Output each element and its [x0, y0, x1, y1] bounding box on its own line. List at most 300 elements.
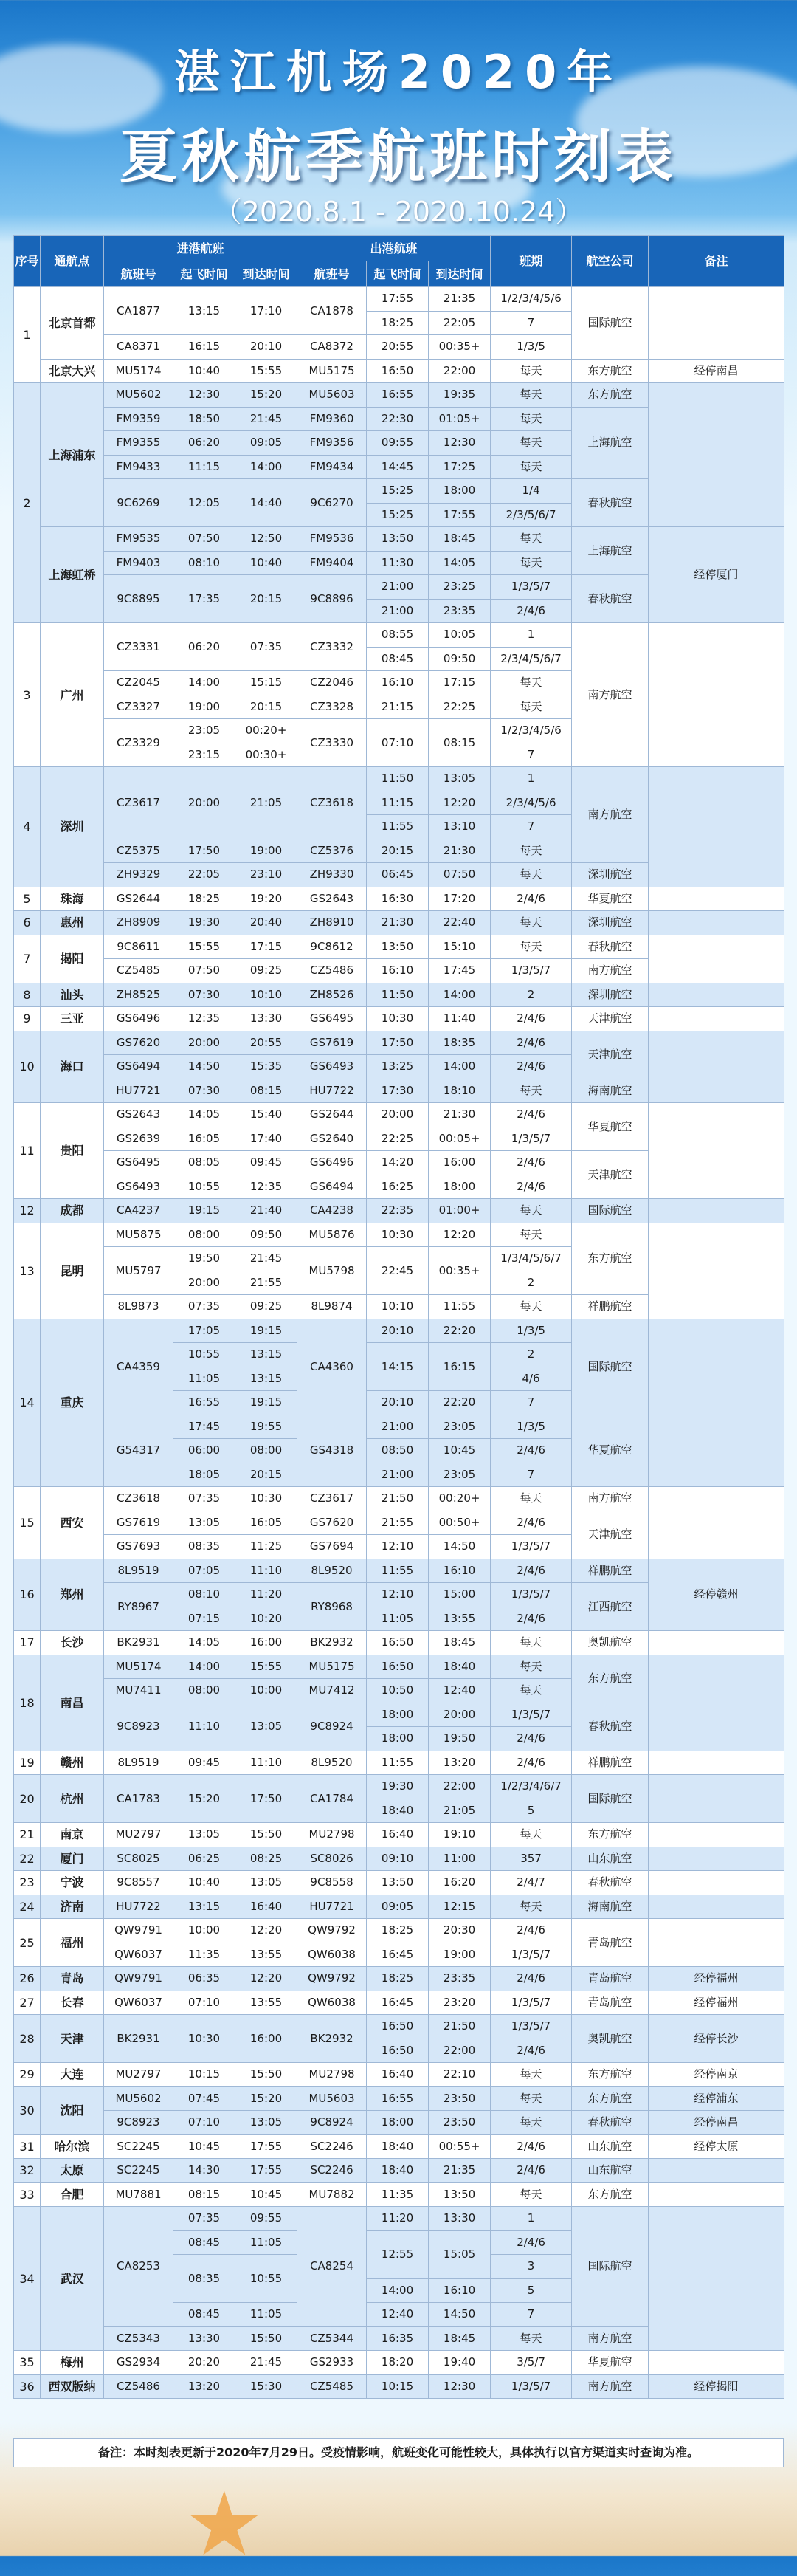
cell-dep-dep-time: 16:50 [367, 1655, 429, 1679]
cell-dep-arr-time: 22:25 [429, 695, 491, 719]
cell-arr-arr-time: 14:00 [235, 455, 297, 479]
cell-dep-arr-time: 00:35+ [429, 335, 491, 360]
cell-arr-dep-time: 08:00 [173, 1223, 235, 1247]
cell-dep-dep-time: 10:15 [367, 2374, 429, 2399]
cell-arr-flight-no: G54317 [104, 1415, 173, 1487]
cell-remarks [649, 1847, 784, 1871]
cell-dep-flight-no: CZ3617 [297, 1487, 367, 1511]
cell-remarks [649, 623, 784, 767]
cell-dep-arr-time: 18:10 [429, 1079, 491, 1103]
table-row [14, 1631, 784, 1655]
cell-destination: 上海浦东 [41, 383, 104, 527]
cell-arr-arr-time: 10:00 [235, 1679, 297, 1703]
cell-arr-flight-no: FM9433 [104, 455, 173, 479]
table-row [14, 1751, 784, 1775]
cell-dep-dep-time: 15:25 [367, 503, 429, 527]
cell-schedule-days: 每天 [491, 455, 572, 479]
cell-dep-dep-time: 14:15 [367, 1343, 429, 1391]
cell-arr-arr-time: 15:20 [235, 383, 297, 408]
cell-airline: 江西航空 [572, 1583, 649, 1631]
cell-arr-flight-no: HU7721 [104, 1079, 173, 1103]
cell-dep-dep-time: 13:50 [367, 935, 429, 959]
cell-schedule-days: 每天 [491, 2326, 572, 2351]
cell-destination: 西双版纳 [41, 2374, 104, 2399]
cell-dep-dep-time: 16:35 [367, 2326, 429, 2351]
table-row [14, 2351, 784, 2375]
cell-destination: 三亚 [41, 1007, 104, 1031]
cell-arr-flight-no: GS6496 [104, 1007, 173, 1031]
cell-arr-dep-time: 10:55 [173, 1175, 235, 1199]
cell-arr-arr-time: 21:05 [235, 767, 297, 839]
cell-destination: 长沙 [41, 1631, 104, 1655]
cell-arr-flight-no: MU7881 [104, 2182, 173, 2207]
seq-number: 19 [14, 1751, 41, 1775]
cell-dep-flight-no: CZ5486 [297, 959, 367, 983]
cell-dep-arr-time: 14:50 [429, 1535, 491, 1559]
cell-arr-dep-time: 07:50 [173, 959, 235, 983]
cell-schedule-days: 每天 [491, 1295, 572, 1319]
cell-arr-flight-no: GS7620 [104, 1031, 173, 1055]
cell-arr-dep-time: 22:05 [173, 863, 235, 887]
cell-schedule-days: 4/6 [491, 1367, 572, 1391]
cell-schedule-days: 1/3/5/7 [491, 1991, 572, 2015]
cell-dep-arr-time: 18:45 [429, 1631, 491, 1655]
cell-dep-dep-time: 20:00 [367, 1103, 429, 1127]
table-row [14, 1895, 784, 1919]
cell-schedule-days: 每天 [491, 2182, 572, 2207]
cell-airline: 春秋航空 [572, 1871, 649, 1895]
cell-schedule-days: 1/2/3/4/5/6 [491, 719, 572, 743]
cell-destination: 北京大兴 [41, 359, 104, 383]
cell-airline: 南方航空 [572, 959, 649, 983]
cell-dep-flight-no: CA1784 [297, 1775, 367, 1823]
cell-arr-flight-no: GS2643 [104, 1103, 173, 1127]
seq-number: 33 [14, 2182, 41, 2207]
cell-schedule-days: 2/4/6 [491, 1559, 572, 1583]
cell-arr-flight-no: MU2797 [104, 1823, 173, 1847]
cell-schedule-days: 2 [491, 1271, 572, 1295]
cell-dep-flight-no: RY8968 [297, 1583, 367, 1631]
cell-dep-dep-time: 16:50 [367, 2015, 429, 2039]
cell-dep-arr-time: 00:55+ [429, 2134, 491, 2159]
cell-destination: 大连 [41, 2063, 104, 2087]
cell-remarks [649, 1319, 784, 1487]
seq-number: 24 [14, 1895, 41, 1919]
cell-arr-flight-no: BK2931 [104, 1631, 173, 1655]
cell-schedule-days: 7 [491, 1391, 572, 1415]
date-range: （2020.8.1 - 2020.10.24） [213, 196, 584, 228]
cell-dep-dep-time: 14:00 [367, 2278, 429, 2303]
cell-schedule-days: 每天 [491, 359, 572, 383]
cell-arr-dep-time: 10:45 [173, 2134, 235, 2159]
table-row [14, 2086, 784, 2111]
cell-destination: 济南 [41, 1895, 104, 1919]
cell-destination: 青岛 [41, 1967, 104, 1991]
cell-schedule-days: 1/3/5/7 [491, 1583, 572, 1607]
cell-dep-flight-no: GS7694 [297, 1535, 367, 1559]
cell-dep-arr-time: 23:35 [429, 1967, 491, 1991]
cell-arr-arr-time: 21:40 [235, 1199, 297, 1223]
seq-number: 31 [14, 2134, 41, 2159]
cell-dep-flight-no: QW6038 [297, 1943, 367, 1967]
cell-dep-arr-time: 23:20 [429, 1991, 491, 2015]
cell-dep-dep-time: 16:30 [367, 887, 429, 911]
cell-arr-arr-time: 00:20+ [235, 719, 297, 743]
cell-remarks [649, 1655, 784, 1751]
cell-dep-dep-time: 13:50 [367, 527, 429, 552]
seq-number: 16 [14, 1559, 41, 1631]
cell-arr-flight-no: MU5602 [104, 383, 173, 408]
seq-number: 11 [14, 1103, 41, 1199]
cell-schedule-days: 2/4/6 [491, 1055, 572, 1079]
cell-arr-dep-time: 14:50 [173, 1055, 235, 1079]
table-row [14, 1871, 784, 1895]
cell-arr-arr-time: 09:25 [235, 1295, 297, 1319]
starfish-decoration: ★ [184, 2473, 264, 2576]
cell-dep-flight-no: 9C8924 [297, 1703, 367, 1751]
cell-dep-dep-time: 20:10 [367, 1319, 429, 1343]
table-row [14, 359, 784, 383]
cell-dep-arr-time: 17:20 [429, 887, 491, 911]
cell-arr-arr-time: 19:15 [235, 1391, 297, 1415]
table-row [14, 2063, 784, 2087]
table-row [14, 1199, 784, 1223]
seq-number: 14 [14, 1319, 41, 1487]
cell-dep-arr-time: 18:00 [429, 1175, 491, 1199]
cell-dep-dep-time: 12:55 [367, 2230, 429, 2278]
cell-dep-dep-time: 12:40 [367, 2303, 429, 2327]
cell-schedule-days: 1/3/5/7 [491, 2015, 572, 2039]
seq-number: 17 [14, 1631, 41, 1655]
cell-dep-dep-time: 11:20 [367, 2207, 429, 2231]
cell-dep-dep-time: 16:45 [367, 1991, 429, 2015]
seq-number: 10 [14, 1031, 41, 1103]
cell-arr-dep-time: 13:15 [173, 1895, 235, 1919]
cell-dep-arr-time: 18:00 [429, 479, 491, 504]
cell-remarks [649, 1895, 784, 1919]
cell-arr-arr-time: 07:35 [235, 623, 297, 671]
cell-dep-dep-time: 11:30 [367, 551, 429, 575]
cell-dep-dep-time: 18:20 [367, 2351, 429, 2375]
cell-arr-flight-no: FM9403 [104, 551, 173, 575]
cell-arr-flight-no: CZ3618 [104, 1487, 173, 1511]
table-row [14, 767, 784, 791]
cell-arr-arr-time: 10:30 [235, 1487, 297, 1511]
cell-airline: 东方航空 [572, 2182, 649, 2207]
table-row [14, 1319, 784, 1343]
cell-dep-dep-time: 21:00 [367, 599, 429, 623]
cell-dep-flight-no: CZ3618 [297, 767, 367, 839]
cell-schedule-days: 2/4/6 [491, 1175, 572, 1199]
cell-schedule-days: 1/3/5 [491, 1319, 572, 1343]
seq-number: 35 [14, 2351, 41, 2375]
cell-remarks [649, 383, 784, 527]
cell-arr-flight-no: MU5174 [104, 1655, 173, 1679]
cell-schedule-days: 每天 [491, 839, 572, 863]
seq-number: 20 [14, 1775, 41, 1823]
cell-dep-flight-no: BK2932 [297, 1631, 367, 1655]
cell-dep-arr-time: 12:30 [429, 2374, 491, 2399]
cell-schedule-days: 每天 [491, 1199, 572, 1223]
cell-schedule-days: 2/4/6 [491, 1727, 572, 1751]
cell-arr-arr-time: 20:15 [235, 1463, 297, 1487]
cell-dep-flight-no: MU5798 [297, 1247, 367, 1295]
cell-destination: 广州 [41, 623, 104, 767]
cell-arr-arr-time: 13:05 [235, 2111, 297, 2135]
cell-destination: 合肥 [41, 2182, 104, 2207]
cell-arr-flight-no: 9C8611 [104, 935, 173, 959]
cell-dep-flight-no: 9C8924 [297, 2111, 367, 2135]
cell-arr-dep-time: 12:35 [173, 1007, 235, 1031]
cell-arr-dep-time: 13:05 [173, 1823, 235, 1847]
cell-arr-arr-time: 15:15 [235, 671, 297, 695]
cell-arr-dep-time: 12:30 [173, 383, 235, 408]
seq-number: 34 [14, 2207, 41, 2351]
cell-arr-flight-no: CZ3617 [104, 767, 173, 839]
col-dep-dep-time: 起飞时间 [367, 261, 429, 287]
cell-remarks [649, 1103, 784, 1199]
cell-remarks: 经停福州 [649, 1967, 784, 1991]
cell-schedule-days: 每天 [491, 1679, 572, 1703]
cell-arr-arr-time: 12:35 [235, 1175, 297, 1199]
cell-dep-arr-time: 18:45 [429, 2326, 491, 2351]
cell-dep-dep-time: 16:55 [367, 2086, 429, 2111]
cell-arr-dep-time: 10:30 [173, 2015, 235, 2063]
cell-airline: 国际航空 [572, 1319, 649, 1415]
cell-arr-dep-time: 12:05 [173, 479, 235, 527]
cell-dep-dep-time: 06:45 [367, 863, 429, 887]
cell-dep-arr-time: 18:45 [429, 527, 491, 552]
cell-schedule-days: 每天 [491, 1895, 572, 1919]
cell-arr-dep-time: 13:30 [173, 2326, 235, 2351]
cell-schedule-days: 2/4/6 [491, 2134, 572, 2159]
cell-arr-dep-time: 19:00 [173, 695, 235, 719]
cell-arr-flight-no: FM9535 [104, 527, 173, 552]
seq-number: 6 [14, 911, 41, 935]
cell-schedule-days: 2/3/4/5/6/7 [491, 647, 572, 671]
cell-airline: 山东航空 [572, 2134, 649, 2159]
cell-arr-flight-no: 8L9873 [104, 1295, 173, 1319]
cell-dep-flight-no: HU7722 [297, 1079, 367, 1103]
cell-dep-flight-no: 8L9520 [297, 1559, 367, 1583]
cell-arr-arr-time: 15:20 [235, 2086, 297, 2111]
cell-airline: 国际航空 [572, 1775, 649, 1823]
cell-arr-arr-time: 15:50 [235, 2063, 297, 2087]
cell-remarks [649, 2207, 784, 2351]
cell-airline: 海南航空 [572, 1895, 649, 1919]
cell-airline: 祥鹏航空 [572, 1295, 649, 1319]
cell-dep-flight-no: CZ5485 [297, 2374, 367, 2399]
cell-dep-arr-time: 22:20 [429, 1319, 491, 1343]
cell-arr-dep-time: 07:10 [173, 2111, 235, 2135]
cell-dep-arr-time: 16:10 [429, 2278, 491, 2303]
seq-number: 7 [14, 935, 41, 983]
cell-arr-arr-time: 11:20 [235, 1583, 297, 1607]
cell-remarks [649, 1007, 784, 1031]
table-row [14, 935, 784, 959]
cell-dep-dep-time: 08:45 [367, 647, 429, 671]
cell-arr-arr-time: 10:45 [235, 2182, 297, 2207]
cell-schedule-days: 2 [491, 983, 572, 1007]
cell-dep-arr-time: 11:55 [429, 1295, 491, 1319]
col-departures: 出港航班 [297, 236, 491, 261]
cell-dep-arr-time: 13:10 [429, 815, 491, 839]
cell-schedule-days: 5 [491, 2278, 572, 2303]
cell-arr-flight-no: MU5174 [104, 359, 173, 383]
cell-arr-flight-no: GS7619 [104, 1511, 173, 1535]
cell-arr-arr-time: 17:50 [235, 1775, 297, 1823]
cell-schedule-days: 357 [491, 1847, 572, 1871]
cell-dep-dep-time: 13:50 [367, 1871, 429, 1895]
cell-airline: 南方航空 [572, 2374, 649, 2399]
cell-arr-flight-no: MU7411 [104, 1679, 173, 1703]
table-row [14, 2207, 784, 2231]
cell-arr-arr-time: 20:40 [235, 911, 297, 935]
cell-arr-arr-time: 09:50 [235, 1223, 297, 1247]
cell-arr-arr-time: 17:15 [235, 935, 297, 959]
cell-dep-dep-time: 11:35 [367, 2182, 429, 2207]
seq-number: 4 [14, 767, 41, 887]
table-row [14, 1847, 784, 1871]
col-airline: 航空公司 [572, 236, 649, 287]
cell-dep-arr-time: 15:10 [429, 935, 491, 959]
cell-airline: 上海航空 [572, 407, 649, 479]
cell-dep-arr-time: 22:10 [429, 2063, 491, 2087]
cell-arr-dep-time: 16:55 [173, 1391, 235, 1415]
cell-destination: 沈阳 [41, 2086, 104, 2134]
cell-schedule-days: 7 [491, 743, 572, 767]
cell-dep-dep-time: 09:10 [367, 1847, 429, 1871]
cell-arr-arr-time: 11:10 [235, 1751, 297, 1775]
table-row [14, 287, 784, 312]
col-destination: 通航点 [41, 236, 104, 287]
cell-arr-flight-no: GS6494 [104, 1055, 173, 1079]
cell-dep-arr-time: 23:35 [429, 599, 491, 623]
cell-airline: 青岛航空 [572, 1967, 649, 1991]
cell-dep-arr-time: 13:50 [429, 2182, 491, 2207]
cell-dep-flight-no: GS7620 [297, 1511, 367, 1535]
cell-arr-flight-no: SC2245 [104, 2159, 173, 2183]
cell-airline: 深圳航空 [572, 983, 649, 1007]
cell-arr-dep-time: 06:25 [173, 1847, 235, 1871]
cell-dep-flight-no: CA8372 [297, 335, 367, 360]
cell-arr-arr-time: 19:20 [235, 887, 297, 911]
cell-dep-flight-no: CA8254 [297, 2207, 367, 2327]
cell-destination: 重庆 [41, 1319, 104, 1487]
cell-schedule-days: 2/4/6 [491, 2159, 572, 2183]
cell-airline: 山东航空 [572, 2159, 649, 2183]
cell-arr-flight-no: QW6037 [104, 1943, 173, 1967]
cell-dep-flight-no: GS2644 [297, 1103, 367, 1127]
cell-arr-arr-time: 11:05 [235, 2303, 297, 2327]
cell-dep-dep-time: 18:00 [367, 1703, 429, 1727]
table-row [14, 911, 784, 935]
cell-arr-arr-time: 20:10 [235, 335, 297, 360]
cell-schedule-days: 每天 [491, 2063, 572, 2087]
cell-arr-dep-time: 14:05 [173, 1631, 235, 1655]
cell-arr-flight-no: CZ5485 [104, 959, 173, 983]
cell-arr-dep-time: 11:35 [173, 1943, 235, 1967]
cell-dep-arr-time: 08:15 [429, 719, 491, 767]
cell-schedule-days: 每天 [491, 551, 572, 575]
cell-arr-dep-time: 17:05 [173, 1319, 235, 1343]
flight-schedule-table [13, 235, 784, 2399]
cell-destination: 梅州 [41, 2351, 104, 2375]
cell-arr-dep-time: 14:05 [173, 1103, 235, 1127]
cell-arr-arr-time: 09:05 [235, 431, 297, 456]
cell-destination: 上海虹桥 [41, 527, 104, 623]
cell-arr-flight-no: CZ2045 [104, 671, 173, 695]
cell-dep-dep-time: 20:55 [367, 335, 429, 360]
seq-number: 13 [14, 1223, 41, 1319]
cell-arr-dep-time: 19:15 [173, 1199, 235, 1223]
cell-dep-arr-time: 21:05 [429, 1799, 491, 1823]
cell-schedule-days: 2/3/4/5/6 [491, 791, 572, 815]
cell-dep-arr-time: 14:05 [429, 551, 491, 575]
title-line-2: 夏秋航季航班时刻表 [119, 124, 677, 190]
cell-arr-flight-no: CZ3329 [104, 719, 173, 767]
cell-remarks: 经停福州 [649, 1991, 784, 2015]
cell-dep-arr-time: 15:05 [429, 2230, 491, 2278]
cell-remarks: 经停揭阳 [649, 2374, 784, 2399]
cell-dep-arr-time: 23:05 [429, 1415, 491, 1439]
cell-airline: 国际航空 [572, 287, 649, 360]
cell-remarks [649, 2159, 784, 2183]
cell-dep-flight-no: CZ2046 [297, 671, 367, 695]
cell-arr-arr-time: 16:00 [235, 2015, 297, 2063]
cell-schedule-days: 2/4/6 [491, 1151, 572, 1175]
seq-number: 9 [14, 1007, 41, 1031]
cell-arr-arr-time: 11:10 [235, 1559, 297, 1583]
cell-arr-arr-time: 21:45 [235, 407, 297, 431]
cell-arr-flight-no: MU2797 [104, 2063, 173, 2087]
cell-airline: 奥凯航空 [572, 1631, 649, 1655]
cell-arr-flight-no: CA4359 [104, 1319, 173, 1415]
cell-dep-flight-no: CA1878 [297, 287, 367, 335]
cell-dep-flight-no: BK2932 [297, 2015, 367, 2063]
cell-arr-arr-time: 13:30 [235, 1007, 297, 1031]
cell-dep-arr-time: 21:35 [429, 287, 491, 312]
cell-dep-flight-no: GS6495 [297, 1007, 367, 1031]
cell-dep-arr-time: 21:30 [429, 839, 491, 863]
cell-dep-arr-time: 12:15 [429, 1895, 491, 1919]
cell-dep-dep-time: 14:45 [367, 455, 429, 479]
cell-dep-dep-time: 16:10 [367, 959, 429, 983]
cell-airline: 天津航空 [572, 1151, 649, 1199]
cell-airline: 天津航空 [572, 1007, 649, 1031]
cell-arr-flight-no: ZH9329 [104, 863, 173, 887]
cell-dep-dep-time: 18:40 [367, 2159, 429, 2183]
cell-dep-flight-no: MU5603 [297, 383, 367, 408]
table-row [14, 1967, 784, 1991]
cell-arr-arr-time: 17:55 [235, 2159, 297, 2183]
cell-arr-arr-time: 20:15 [235, 695, 297, 719]
cell-arr-flight-no: ZH8525 [104, 983, 173, 1007]
cell-arr-flight-no: 8L9519 [104, 1559, 173, 1583]
cell-arr-flight-no: HU7722 [104, 1895, 173, 1919]
cell-remarks [649, 911, 784, 935]
cell-arr-flight-no: GS7693 [104, 1535, 173, 1559]
cell-destination: 天津 [41, 2015, 104, 2063]
cell-schedule-days: 2/4/6 [491, 887, 572, 911]
seq-number: 30 [14, 2086, 41, 2134]
cell-arr-dep-time: 18:05 [173, 1463, 235, 1487]
table-row [14, 1823, 784, 1847]
cell-remarks [649, 767, 784, 887]
cell-arr-dep-time: 08:00 [173, 1679, 235, 1703]
cell-dep-arr-time: 23:50 [429, 2111, 491, 2135]
cell-dep-flight-no: 9C8612 [297, 935, 367, 959]
